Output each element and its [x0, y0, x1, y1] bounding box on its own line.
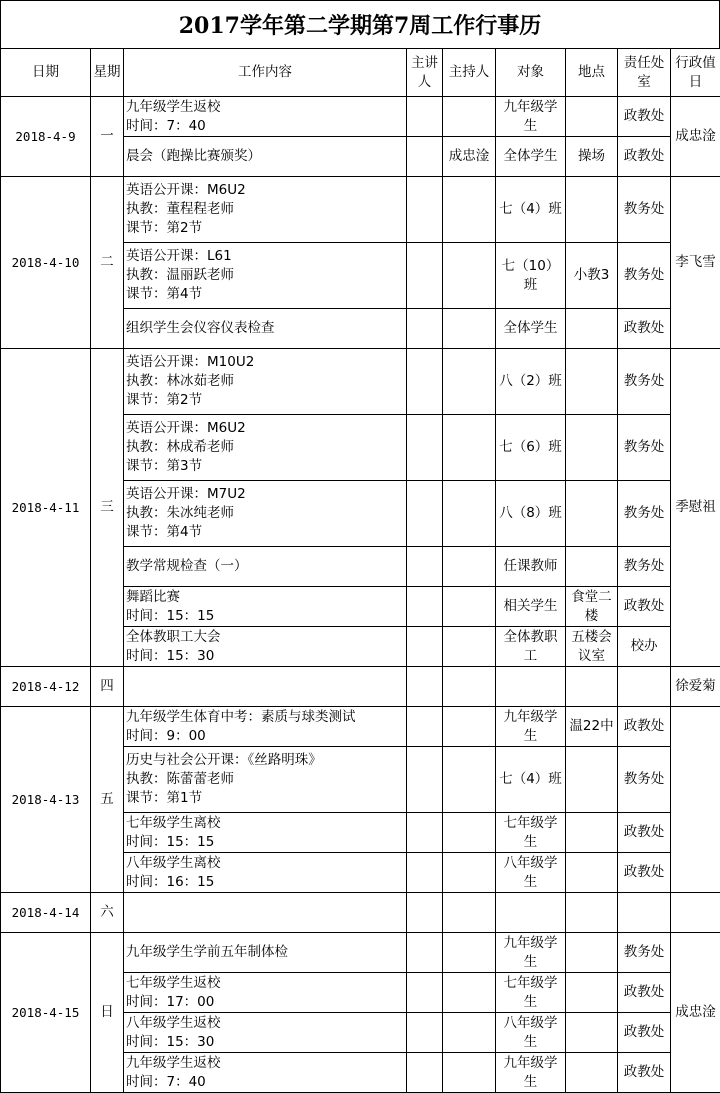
duty-cell: 李飞雪: [671, 177, 720, 349]
target-cell: 八年级学生: [496, 1013, 566, 1053]
content-cell: [124, 747, 407, 813]
dept-cell: 政教处: [618, 1053, 671, 1093]
table-row: [1, 707, 720, 747]
content-line: 教学常规检查（一）: [126, 558, 248, 574]
header-place: 地点: [566, 49, 618, 97]
content-cell: [124, 1013, 407, 1053]
dept-cell: 教务处: [618, 415, 671, 481]
table-row: [1, 933, 720, 973]
dept-cell: [618, 893, 671, 933]
speaker-cell: [407, 1053, 443, 1093]
speaker-cell: [407, 707, 443, 747]
dept-cell: 政教处: [618, 813, 671, 853]
content-cell: [124, 309, 407, 349]
content-line: 执教：陈蕾蕾老师: [126, 771, 234, 787]
target-cell: [496, 893, 566, 933]
duty-cell: 成忠淦: [671, 97, 720, 177]
host-cell: 成忠淦: [443, 137, 496, 177]
content-line: 时间：15：30: [126, 647, 215, 664]
host-cell: [443, 747, 496, 813]
target-cell: 九年级学生: [496, 933, 566, 973]
place-cell: [566, 893, 618, 933]
content-line: 九年级学生返校: [126, 98, 221, 115]
date-cell: 2018-4-12: [1, 667, 91, 707]
speaker-cell: [407, 415, 443, 481]
content-line: 九年级学生学前五年制体检: [126, 944, 288, 960]
place-cell: [566, 1013, 618, 1053]
target-cell: 相关学生: [496, 587, 566, 627]
host-cell: [443, 481, 496, 547]
content-line: 课节：第1节: [126, 790, 203, 806]
host-cell: [443, 933, 496, 973]
place-cell: [566, 309, 618, 349]
date-cell: 2018-4-9: [1, 97, 91, 177]
content-line: 英语公开课：M6U2: [126, 420, 246, 436]
header-row: [1, 49, 720, 97]
place-cell: [566, 747, 618, 813]
target-cell: 八（2）班: [496, 349, 566, 415]
content-line: 课节：第4节: [126, 286, 203, 302]
content-cell: [124, 243, 407, 309]
host-cell: [443, 1013, 496, 1053]
speaker-cell: [407, 547, 443, 587]
content-line: 八年级学生离校: [126, 854, 221, 871]
target-cell: 七（10）班: [496, 243, 566, 309]
duty-cell: 季慰祖: [671, 349, 720, 667]
weekday-cell: 一: [91, 97, 124, 177]
content-line: 七年级学生返校: [126, 974, 221, 991]
host-cell: [443, 349, 496, 415]
dept-cell: 政教处: [618, 587, 671, 627]
speaker-cell: [407, 667, 443, 707]
target-cell: 九年级学生: [496, 97, 566, 137]
host-cell: [443, 587, 496, 627]
table-row: [1, 177, 720, 243]
duty-cell: 成忠淦: [671, 933, 720, 1093]
weekday-cell: 五: [91, 707, 124, 893]
header-weekday: 星期: [91, 49, 124, 97]
content-line: 课节：第2节: [126, 392, 203, 408]
content-cell: [124, 481, 407, 547]
dept-cell: 政教处: [618, 707, 671, 747]
header-content: 工作内容: [124, 49, 407, 97]
content-cell: [124, 933, 407, 973]
target-cell: 七（6）班: [496, 415, 566, 481]
content-cell: [124, 97, 407, 137]
content-line: 九年级学生体育中考：素质与球类测试: [126, 708, 356, 725]
weekday-cell: 四: [91, 667, 124, 707]
place-cell: [566, 547, 618, 587]
dept-cell: 政教处: [618, 1013, 671, 1053]
host-cell: [443, 243, 496, 309]
speaker-cell: [407, 587, 443, 627]
content-line: 时间：17：00: [126, 993, 215, 1010]
place-cell: [566, 97, 618, 137]
content-line: 组织学生会仪容仪表检查: [126, 320, 275, 336]
host-cell: [443, 973, 496, 1013]
target-cell: 八年级学生: [496, 853, 566, 893]
speaker-cell: [407, 177, 443, 243]
speaker-cell: [407, 627, 443, 667]
target-cell: 全体学生: [496, 309, 566, 349]
content-cell: [124, 1053, 407, 1093]
dept-cell: 教务处: [618, 747, 671, 813]
place-cell: [566, 667, 618, 707]
place-cell: [566, 415, 618, 481]
content-cell: [124, 137, 407, 177]
content-cell: [124, 415, 407, 481]
dept-cell: 教务处: [618, 349, 671, 415]
content-line: 时间：16：15: [126, 873, 215, 890]
content-cell: [124, 349, 407, 415]
place-cell: [566, 349, 618, 415]
content-cell: [124, 707, 407, 747]
speaker-cell: [407, 747, 443, 813]
content-line: 全体教职工大会: [126, 628, 221, 645]
content-line: 英语公开课：M6U2: [126, 182, 246, 198]
date-cell: 2018-4-11: [1, 349, 91, 667]
dept-cell: 政教处: [618, 309, 671, 349]
header-speaker: 主讲人: [407, 49, 443, 97]
content-line: 七年级学生离校: [126, 814, 221, 831]
dept-cell: 政教处: [618, 137, 671, 177]
dept-cell: 政教处: [618, 853, 671, 893]
content-cell: [124, 853, 407, 893]
table-row: [1, 97, 720, 137]
content-line: 历史与社会公开课：《丝路明珠》: [126, 752, 322, 768]
target-cell: 八（8）班: [496, 481, 566, 547]
header-dept: 责任处室: [618, 49, 671, 97]
dept-cell: 教务处: [618, 177, 671, 243]
target-cell: 七年级学生: [496, 813, 566, 853]
speaker-cell: [407, 933, 443, 973]
dept-cell: 教务处: [618, 243, 671, 309]
place-cell: [566, 481, 618, 547]
content-line: 时间：7：40: [126, 1073, 206, 1090]
place-cell: 五楼会议室: [566, 627, 618, 667]
date-cell: 2018-4-13: [1, 707, 91, 893]
content-cell: [124, 813, 407, 853]
dept-cell: 教务处: [618, 481, 671, 547]
place-cell: 小教3: [566, 243, 618, 309]
content-line: 时间：15：30: [126, 1033, 215, 1050]
header-target: 对象: [496, 49, 566, 97]
schedule-table: [0, 48, 720, 1093]
header-host: 主持人: [443, 49, 496, 97]
speaker-cell: [407, 481, 443, 547]
target-cell: 七年级学生: [496, 973, 566, 1013]
duty-cell: [671, 707, 720, 893]
content-cell: [124, 973, 407, 1013]
content-cell: [124, 587, 407, 627]
dept-cell: 校办: [618, 627, 671, 667]
speaker-cell: [407, 893, 443, 933]
speaker-cell: [407, 243, 443, 309]
content-line: 晨会（跑操比赛颁奖）: [126, 148, 261, 164]
content-cell: [124, 667, 407, 707]
speaker-cell: [407, 349, 443, 415]
content-line: 时间：9：00: [126, 727, 206, 744]
weekday-cell: 六: [91, 893, 124, 933]
dept-cell: 政教处: [618, 973, 671, 1013]
content-line: 执教：董程程老师: [126, 201, 234, 217]
duty-cell: 徐爱菊: [671, 667, 720, 707]
content-line: 课节：第4节: [126, 524, 203, 540]
dept-cell: 教务处: [618, 933, 671, 973]
host-cell: [443, 177, 496, 243]
content-line: 时间：7：40: [126, 117, 206, 134]
place-cell: [566, 1053, 618, 1093]
place-cell: 操场: [566, 137, 618, 177]
host-cell: [443, 853, 496, 893]
weekday-cell: 日: [91, 933, 124, 1093]
place-cell: 食堂二楼: [566, 587, 618, 627]
content-cell: [124, 177, 407, 243]
weekday-cell: 三: [91, 349, 124, 667]
speaker-cell: [407, 973, 443, 1013]
host-cell: [443, 547, 496, 587]
content-line: 执教：朱冰纯老师: [126, 505, 234, 521]
content-line: 英语公开课：M10U2: [126, 354, 255, 370]
duty-cell: [671, 893, 720, 933]
target-cell: 九年级学生: [496, 707, 566, 747]
weekday-cell: 二: [91, 177, 124, 349]
content-line: 九年级学生返校: [126, 1054, 221, 1071]
content-line: 执教：林成希老师: [126, 439, 234, 455]
content-line: 时间：15：15: [126, 607, 215, 624]
host-cell: [443, 1053, 496, 1093]
date-cell: 2018-4-15: [1, 933, 91, 1093]
date-cell: 2018-4-14: [1, 893, 91, 933]
content-line: 执教：林冰茹老师: [126, 373, 234, 389]
schedule-body: [1, 97, 720, 1093]
place-cell: 温22中: [566, 707, 618, 747]
content-line: 课节：第2节: [126, 220, 203, 236]
speaker-cell: [407, 309, 443, 349]
place-cell: [566, 177, 618, 243]
content-line: 英语公开课：M7U2: [126, 486, 246, 502]
target-cell: 七（4）班: [496, 177, 566, 243]
content-line: 时间：15：15: [126, 833, 215, 850]
content-line: 英语公开课：L61: [126, 248, 232, 264]
target-cell: 七（4）班: [496, 747, 566, 813]
host-cell: [443, 415, 496, 481]
content-cell: [124, 893, 407, 933]
content-line: 课节：第3节: [126, 458, 203, 474]
speaker-cell: [407, 97, 443, 137]
content-cell: [124, 627, 407, 667]
header-date: 日期: [1, 49, 91, 97]
content-line: 舞蹈比赛: [126, 588, 180, 605]
speaker-cell: [407, 813, 443, 853]
date-cell: 2018-4-10: [1, 177, 91, 349]
host-cell: [443, 707, 496, 747]
table-row: [1, 893, 720, 933]
content-line: 八年级学生返校: [126, 1014, 221, 1031]
dept-cell: 政教处: [618, 97, 671, 137]
host-cell: [443, 309, 496, 349]
target-cell: [496, 667, 566, 707]
host-cell: [443, 627, 496, 667]
place-cell: [566, 973, 618, 1013]
target-cell: 任课教师: [496, 547, 566, 587]
dept-cell: [618, 667, 671, 707]
place-cell: [566, 813, 618, 853]
host-cell: [443, 667, 496, 707]
header-duty: 行政值日: [671, 49, 720, 97]
target-cell: 九年级学生: [496, 1053, 566, 1093]
table-row: [1, 667, 720, 707]
content-cell: [124, 547, 407, 587]
host-cell: [443, 893, 496, 933]
place-cell: [566, 933, 618, 973]
speaker-cell: [407, 137, 443, 177]
page-title: 2017学年第二学期第7周工作行事历: [0, 0, 720, 48]
host-cell: [443, 97, 496, 137]
target-cell: 全体学生: [496, 137, 566, 177]
host-cell: [443, 813, 496, 853]
speaker-cell: [407, 853, 443, 893]
speaker-cell: [407, 1013, 443, 1053]
place-cell: [566, 853, 618, 893]
target-cell: 全体教职工: [496, 627, 566, 667]
dept-cell: 教务处: [618, 547, 671, 587]
content-line: 执教：温丽跃老师: [126, 267, 234, 283]
table-row: [1, 349, 720, 415]
